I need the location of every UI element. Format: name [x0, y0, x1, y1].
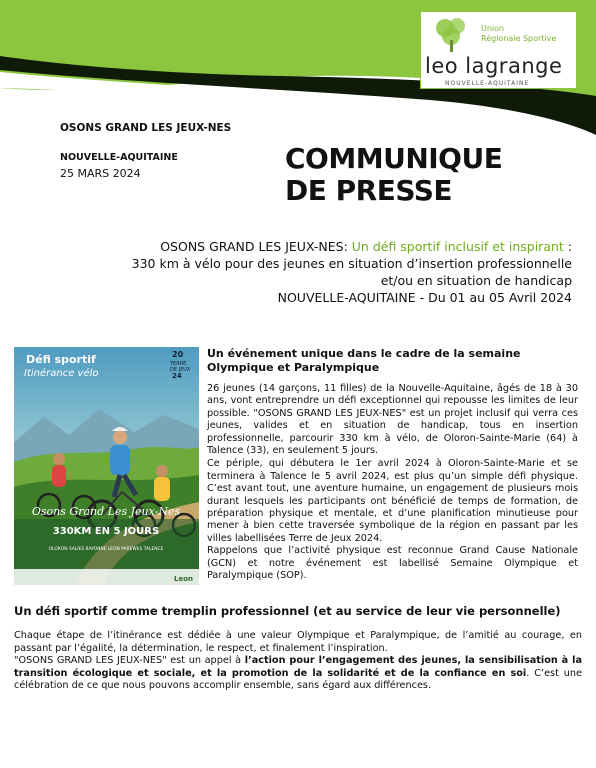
- section-springboard-paragraph1: Chaque étape de l’itinérance est dédiée à une valeur Olympique et Paralympique, de l’amitié au courage, en passant par l’égalité, la détermination, le respect, et finalement l’inspiration.: [14, 630, 582, 654]
- poster-sponsor: Leon: [174, 575, 194, 583]
- section-event-paragraph2: Ce périple, qui débutera le 1er avril 2024 à Oloron-Sainte-Marie et se terminera à Talence le 5 avril 2024, est plus qu’un simple défi physique. C’est avant tout, une aventure humaine, un engagement de plusieurs mois durant lesquels les participants ont bénéficié de temps de formation, de préparation physique et mentale, et d’une planification minutieuse pour mener à bien cette traversée symbolique de la région en passant par les villes labellisées Terre de Jeux 2024.: [207, 458, 578, 544]
- logo-brand-text: leo lagrange: [425, 54, 563, 78]
- poster-distance: 330KM EN 5 JOURS: [52, 526, 160, 537]
- poster-illustration: [14, 347, 199, 585]
- paragraph2-start: "OSONS GRAND LES JEUX-NES" est un appel à: [14, 655, 245, 667]
- header-region: NOUVELLE-AQUITAINE: [60, 152, 178, 163]
- press-release-title: [285, 143, 502, 207]
- poster-badge1: 20: [172, 350, 184, 359]
- poster-badge3: DE JEUX: [170, 367, 191, 373]
- event-poster: [14, 347, 199, 585]
- poster-cities: OLORON SALIES BAYONNE LEON PAREWES TALENCE: [48, 547, 164, 552]
- subtitle-line2: 330 km à vélo pour des jeunes en situation d’insertion professionnelle: [131, 256, 572, 271]
- paragraph2-bold: l’action pour l’engagement des jeunes, la sensibilisation à la transition écologique et sociale, et la promotion de la solidarité et de la confiance en soi: [14, 655, 582, 679]
- section-springboard-heading: Un défi sportif comme tremplin professionnel (et au service de leur vie personnelle): [14, 604, 561, 618]
- poster-badge2: TERRE: [170, 361, 187, 367]
- poster-top-left1: Défi sportif: [26, 353, 96, 366]
- press-title-line1: COMMUNIQUE: [285, 142, 503, 175]
- subtitle-block: [52, 238, 572, 306]
- press-title-line2: DE PRESSE: [285, 174, 453, 207]
- poster-badge4: 24: [172, 372, 182, 380]
- section-event-paragraph3: Rappelons que l’activité physique est reconnue Grand Cause Nationale (GCN) et notre événement est labellisé Semaine Olympique et Paralympique (SOP).: [207, 545, 578, 582]
- tree-logo-icon: [427, 16, 477, 54]
- subtitle-tagline: Un défi sportif inclusif et inspirant: [351, 239, 564, 254]
- paragraph2-end: . C’est une célébration de ce que nous pouvons accomplir ensemble, sans égard aux différences.: [14, 667, 582, 692]
- section-springboard: [14, 630, 582, 693]
- header-date: 25 MARS 2024: [60, 167, 141, 180]
- section-event-paragraph1: 26 jeunes (14 garçons, 11 filles) de la Nouvelle-Aquitaine, âgés de 18 à 30 ans, vont entreprendre un défi exceptionnel qui repousse les limites de leur possible. "OSONS GRAND LES JEUX-NES" est un projet inclusif qui verra ces jeunes, valides et en situation de handicap, tous en insertion professionnelle, parcourir 330 km à vélo, de Oloron-Sainte-Marie (64) à Talence (33), en seulement 5 jours.: [207, 383, 578, 457]
- subtitle-name: OSONS GRAND LES JEUX-NES:: [160, 239, 348, 254]
- subtitle-line4: NOUVELLE-AQUITAINE - Du 01 au 05 Avril 2024: [277, 290, 572, 305]
- section-event-heading: Un événement unique dans le cadre de la semaine Olympique et Paralympique: [207, 347, 521, 374]
- section-springboard-paragraph2: [14, 655, 582, 693]
- subtitle-line3: et/ou en situation de handicap: [380, 273, 572, 288]
- logo-union-text: Union: [481, 24, 505, 33]
- poster-top-left2: Itinérance vélo: [24, 368, 99, 379]
- logo-region-text: NOUVELLE-AQUITAINE: [445, 80, 530, 87]
- section-event: [207, 347, 578, 583]
- header-project-title: OSONS GRAND LES JEUX-NES: [60, 122, 232, 134]
- subtitle-line1: [52, 238, 572, 255]
- logo-regionale-text: Régionale Sportive: [481, 34, 557, 43]
- poster-title: Osons Grand Les Jeux-Nes: [31, 505, 181, 518]
- subtitle-colon: :: [563, 239, 572, 254]
- leo-lagrange-logo: [420, 11, 577, 89]
